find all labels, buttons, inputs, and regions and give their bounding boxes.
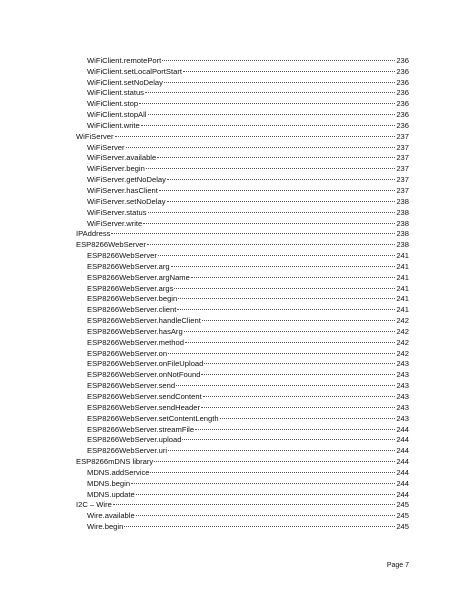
toc-entry-page-number: 238 bbox=[396, 196, 409, 206]
toc-leader-dots bbox=[124, 518, 395, 529]
toc-leader-dots bbox=[201, 399, 395, 410]
toc-leader-dots bbox=[171, 258, 396, 269]
toc-leader-dots bbox=[164, 74, 395, 85]
toc-entry-page-number: 237 bbox=[396, 153, 409, 163]
toc-entry-page-number: 237 bbox=[396, 175, 409, 185]
toc-entry-page-number: 236 bbox=[396, 55, 409, 65]
toc-entry-page-number: 244 bbox=[396, 489, 409, 499]
toc-entry-title[interactable]: WiFiServer.getNoDelay bbox=[87, 175, 166, 185]
toc-entry-page-number: 237 bbox=[396, 185, 409, 195]
toc-entry-page-number: 243 bbox=[396, 392, 409, 401]
toc-entry-page-number: 244 bbox=[396, 424, 409, 434]
toc-entry[interactable] bbox=[76, 139, 409, 150]
toc-leader-dots bbox=[146, 160, 396, 171]
toc-entry-page-number: 236 bbox=[396, 120, 409, 130]
toc-entry-title[interactable]: ESP8266WebServer.upload bbox=[87, 435, 182, 445]
toc-entry-page-number: 242 bbox=[396, 326, 409, 336]
toc-entry-page-number: 243 bbox=[396, 359, 409, 369]
toc-entry-title[interactable]: ESP8266mDNS library bbox=[76, 457, 154, 467]
toc-entry-page-number: 244 bbox=[396, 446, 409, 456]
toc-entry-title[interactable]: ESP8266WebServer.arg bbox=[87, 261, 170, 271]
toc-entry-title[interactable]: ESP8266WebServer.sendHeader bbox=[87, 402, 200, 412]
toc-entry-title[interactable]: WiFiClient.setNoDelay bbox=[87, 77, 163, 87]
toc-leader-dots bbox=[136, 507, 396, 518]
toc-leader-dots bbox=[150, 464, 395, 475]
toc-entry-title[interactable]: ESP8266WebServer.uri bbox=[87, 446, 168, 456]
toc-entry-title[interactable]: WiFiClient.remotePort bbox=[87, 55, 162, 65]
toc-entry-title[interactable]: WiFiClient.stopAll bbox=[87, 110, 147, 120]
toc-entry-page-number: 236 bbox=[396, 110, 409, 120]
toc-leader-dots bbox=[148, 106, 396, 117]
toc-entry-title[interactable]: Wire.begin bbox=[87, 522, 124, 532]
toc-entry-page-number: 238 bbox=[396, 240, 409, 250]
toc-entry-page-number: 245 bbox=[396, 511, 409, 521]
toc-leader-dots bbox=[195, 421, 395, 432]
toc-leader-dots bbox=[167, 171, 395, 182]
toc-leader-dots bbox=[167, 193, 396, 204]
toc-entry-title[interactable]: ESP8266WebServer.client bbox=[87, 305, 177, 315]
toc-entry-page-number: 243 bbox=[396, 402, 409, 412]
toc-entry[interactable] bbox=[76, 150, 409, 161]
toc-entry-title[interactable]: ESP8266WebServer bbox=[87, 251, 157, 261]
toc-entry[interactable] bbox=[76, 507, 409, 521]
toc-entry-title[interactable]: ESP8266WebServer.send bbox=[87, 381, 176, 391]
toc-leader-dots bbox=[168, 442, 395, 453]
toc-entry-page-number: 237 bbox=[396, 142, 409, 152]
toc-leader-dots bbox=[145, 85, 395, 96]
toc-entry-page-number: 245 bbox=[396, 500, 409, 510]
toc-leader-dots bbox=[157, 150, 395, 161]
toc-leader-dots bbox=[154, 453, 395, 464]
toc-leader-dots bbox=[176, 377, 395, 388]
toc-leader-dots bbox=[178, 291, 395, 302]
toc-entry-title[interactable]: ESP8266WebServer.onFileUpload bbox=[87, 359, 204, 369]
toc-entry-page-number: 241 bbox=[396, 251, 409, 261]
toc-leader-dots bbox=[168, 345, 395, 356]
toc-leader-dots bbox=[111, 226, 395, 237]
toc-entry-title[interactable]: WiFiServer.begin bbox=[87, 164, 145, 174]
toc-entry-page-number: 236 bbox=[396, 77, 409, 87]
toc-entry-title[interactable]: ESP8266WebServer.setContentLength bbox=[87, 413, 219, 423]
page-footer bbox=[387, 562, 409, 569]
toc-entry-title[interactable]: MDNS.addService bbox=[87, 467, 150, 477]
toc-entry-page-number: 236 bbox=[396, 66, 409, 76]
toc-leader-dots bbox=[204, 356, 395, 367]
toc-entry-title[interactable]: MDNS.begin bbox=[87, 478, 131, 488]
page-number-label: Page 7 bbox=[386, 562, 409, 569]
toc-entry-title[interactable]: WiFiServer.hasClient bbox=[87, 185, 158, 195]
toc-entry-title[interactable]: ESP8266WebServer.hasArg bbox=[87, 326, 183, 336]
toc-entry-title[interactable]: WiFiServer bbox=[76, 131, 114, 141]
toc-leader-dots bbox=[141, 117, 396, 128]
toc-entry-title[interactable]: WiFiServer.available bbox=[87, 153, 157, 163]
toc-entry-page-number: 243 bbox=[396, 413, 409, 423]
toc-leader-dots bbox=[115, 128, 396, 139]
toc-entry[interactable] bbox=[76, 236, 409, 250]
toc-entry-title[interactable]: Wire.available bbox=[87, 511, 135, 521]
toc-entry-title[interactable]: WiFiServer.setNoDelay bbox=[87, 196, 166, 206]
toc-entry-page-number: 241 bbox=[396, 261, 409, 271]
toc-leader-dots bbox=[183, 63, 395, 74]
toc-entry-page-number: 245 bbox=[396, 522, 409, 532]
toc-entry-page-number: 244 bbox=[396, 457, 409, 467]
toc-entry-title[interactable]: WiFiClient.stop bbox=[87, 99, 139, 109]
toc-entry-title[interactable]: WiFiServer bbox=[87, 142, 125, 152]
toc-entry-page-number: 237 bbox=[396, 164, 409, 174]
toc-leader-dots bbox=[136, 486, 396, 497]
toc-entry-page-number: 243 bbox=[396, 370, 409, 380]
toc-leader-dots bbox=[185, 334, 395, 345]
toc-leader-dots bbox=[174, 280, 395, 291]
toc-entry-title[interactable]: ESP8266WebServer.onNotFound bbox=[87, 370, 201, 380]
toc-entry-title[interactable]: I2C – Wire bbox=[76, 500, 112, 510]
toc-entry-title[interactable]: ESP8266WebServer bbox=[76, 240, 146, 250]
toc-entry-page-number: 244 bbox=[396, 467, 409, 477]
toc-entry-title[interactable]: ESP8266WebServer.argName bbox=[87, 272, 190, 282]
toc-leader-dots bbox=[131, 475, 395, 486]
toc-leader-dots bbox=[143, 215, 395, 226]
toc-leader-dots bbox=[191, 269, 395, 280]
table-of-contents bbox=[76, 52, 409, 532]
toc-entry[interactable] bbox=[76, 518, 409, 532]
toc-entry-title[interactable]: WiFiClient.status bbox=[87, 88, 144, 98]
toc-entry[interactable] bbox=[76, 226, 409, 237]
toc-leader-dots bbox=[202, 312, 395, 323]
toc-entry-page-number: 241 bbox=[396, 305, 409, 315]
toc-entry-page-number: 237 bbox=[396, 131, 409, 141]
toc-leader-dots bbox=[184, 323, 396, 334]
toc-leader-dots bbox=[147, 236, 395, 247]
toc-entry[interactable] bbox=[76, 128, 409, 139]
toc-entry-page-number: 236 bbox=[396, 88, 409, 98]
toc-entry-page-number: 238 bbox=[396, 218, 409, 228]
toc-entry-title[interactable]: WiFiClient.write bbox=[87, 120, 140, 130]
toc-leader-dots bbox=[203, 388, 396, 399]
toc-entry-title[interactable]: IPAddress bbox=[76, 229, 111, 239]
toc-entry-title[interactable]: WiFiServer.write bbox=[87, 218, 143, 228]
toc-entry[interactable] bbox=[76, 497, 409, 508]
toc-entry-page-number: 242 bbox=[396, 348, 409, 358]
toc-entry-title[interactable]: ESP8266WebServer.args bbox=[87, 283, 174, 293]
toc-entry-page-number: 244 bbox=[396, 478, 409, 488]
toc-entry-title[interactable]: ESP8266WebServer.streamFile bbox=[87, 424, 195, 434]
toc-leader-dots bbox=[159, 182, 395, 193]
toc-entry-page-number: 242 bbox=[396, 316, 409, 326]
toc-entry-page-number: 238 bbox=[396, 229, 409, 239]
toc-leader-dots bbox=[177, 301, 395, 312]
toc-entry-page-number: 241 bbox=[396, 283, 409, 293]
toc-entry-page-number: 236 bbox=[396, 99, 409, 109]
toc-entry-title[interactable]: WiFiClient.setLocalPortStart bbox=[87, 66, 182, 76]
toc-entry-page-number: 241 bbox=[396, 294, 409, 304]
toc-entry-title[interactable]: WiFiServer.status bbox=[87, 207, 147, 217]
toc-entry-page-number: 244 bbox=[396, 435, 409, 445]
toc-entry-title[interactable]: ESP8266WebServer.begin bbox=[87, 294, 178, 304]
toc-entry-title[interactable]: ESP8266WebServer.sendContent bbox=[87, 392, 202, 401]
toc-leader-dots bbox=[148, 204, 396, 215]
toc-entry-page-number: 243 bbox=[396, 381, 409, 391]
toc-leader-dots bbox=[220, 410, 396, 421]
toc-leader-dots bbox=[139, 95, 395, 106]
toc-leader-dots bbox=[162, 52, 395, 63]
toc-leader-dots bbox=[126, 139, 396, 150]
toc-leader-dots bbox=[201, 366, 395, 377]
toc-entry-page-number: 238 bbox=[396, 207, 409, 217]
toc-leader-dots bbox=[113, 497, 395, 508]
toc-entry-page-number: 242 bbox=[396, 337, 409, 347]
toc-entry-page-number: 241 bbox=[396, 272, 409, 282]
toc-entry[interactable] bbox=[76, 52, 409, 63]
toc-entry-title[interactable]: ESP8266WebServer.on bbox=[87, 348, 168, 358]
toc-entry-title[interactable]: ESP8266WebServer.method bbox=[87, 337, 184, 347]
toc-entry-title[interactable]: MDNS.update bbox=[87, 489, 135, 499]
toc-leader-dots bbox=[158, 247, 395, 258]
toc-entry-title[interactable]: ESP8266WebServer.handleClient bbox=[87, 316, 201, 326]
toc-leader-dots bbox=[182, 432, 395, 443]
